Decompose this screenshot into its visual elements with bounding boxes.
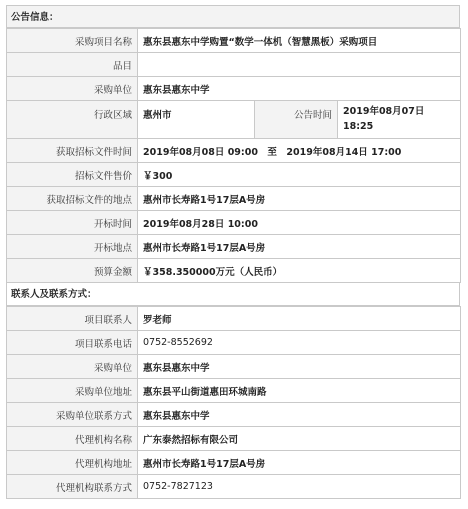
agency-address-label: 代理机构地址 <box>7 451 138 475</box>
table-row <box>7 211 461 235</box>
doc-price-label: 招标文件售价 <box>7 163 138 187</box>
doc-period-label: 获取招标文件时间 <box>7 139 138 163</box>
table-row <box>7 235 461 259</box>
doc-place-label: 获取招标文件的地点 <box>7 187 138 211</box>
table-row <box>7 53 461 77</box>
table-row <box>7 403 461 427</box>
table-row <box>7 427 461 451</box>
notice-section-title: 公告信息： <box>6 5 460 28</box>
contact-phone-value: 0752-8552692 <box>138 331 461 355</box>
purchaser-contact-value: 惠东县惠东中学 <box>138 403 461 427</box>
table-row <box>7 451 461 475</box>
project-name-value: 惠东县惠东中学购置“数学一体机（智慧黑板）采购项目 <box>138 29 461 53</box>
agency-contact-label: 代理机构联系方式 <box>7 475 138 499</box>
table-row <box>7 379 461 403</box>
open-time-value: 2019年08月28日 10:00 <box>138 211 461 235</box>
purchaser-address-label: 采购单位地址 <box>7 379 138 403</box>
budget-value: ￥358.350000万元（人民币） <box>138 259 461 283</box>
agency-address-value: 惠州市长寿路1号17层A号房 <box>138 451 461 475</box>
purchaser-contact-label: 采购单位联系方式 <box>7 403 138 427</box>
contact-person-label: 项目联系人 <box>7 307 138 331</box>
budget-label: 预算金额 <box>7 259 138 283</box>
table-row <box>7 187 461 211</box>
contact-section-title: 联系人及联系方式： <box>6 283 460 306</box>
table-row <box>7 163 461 187</box>
announce-time-label: 公告时间 <box>255 101 338 139</box>
project-name-label: 采购项目名称 <box>7 29 138 53</box>
region-value: 惠州市 <box>138 101 255 139</box>
notice-table <box>6 28 461 283</box>
contact-table <box>6 306 461 499</box>
contact-purchaser-label: 采购单位 <box>7 355 138 379</box>
table-row <box>7 307 461 331</box>
table-row <box>7 475 461 499</box>
doc-price-value: ￥300 <box>138 163 461 187</box>
table-row <box>7 139 461 163</box>
region-label: 行政区域 <box>7 101 138 139</box>
table-row <box>7 259 461 283</box>
agency-name-label: 代理机构名称 <box>7 427 138 451</box>
announce-clock: 18:25 <box>343 121 374 132</box>
announce-time-value <box>338 101 461 139</box>
table-row <box>7 331 461 355</box>
table-row <box>7 101 461 139</box>
open-time-label: 开标时间 <box>7 211 138 235</box>
open-place-label: 开标地点 <box>7 235 138 259</box>
doc-period-value: 2019年08月08日 09:00 至 2019年08月14日 17:00 <box>138 139 461 163</box>
purchaser-address-value: 惠东县平山街道惠田环城南路 <box>138 379 461 403</box>
item-value <box>138 53 461 77</box>
contact-person-value: 罗老师 <box>138 307 461 331</box>
contact-purchaser-value: 惠东县惠东中学 <box>138 355 461 379</box>
doc-place-value: 惠州市长寿路1号17层A号房 <box>138 187 461 211</box>
purchaser-label: 采购单位 <box>7 77 138 101</box>
announce-date: 2019年08月07日 <box>343 106 425 117</box>
agency-contact-value: 0752-7827123 <box>138 475 461 499</box>
table-row <box>7 77 461 101</box>
purchaser-value: 惠东县惠东中学 <box>138 77 461 101</box>
contact-phone-label: 项目联系电话 <box>7 331 138 355</box>
open-place-value: 惠州市长寿路1号17层A号房 <box>138 235 461 259</box>
item-label: 品目 <box>7 53 138 77</box>
notice-panel <box>6 5 460 499</box>
table-row <box>7 355 461 379</box>
agency-name-value: 广东泰然招标有限公司 <box>138 427 461 451</box>
table-row <box>7 29 461 53</box>
